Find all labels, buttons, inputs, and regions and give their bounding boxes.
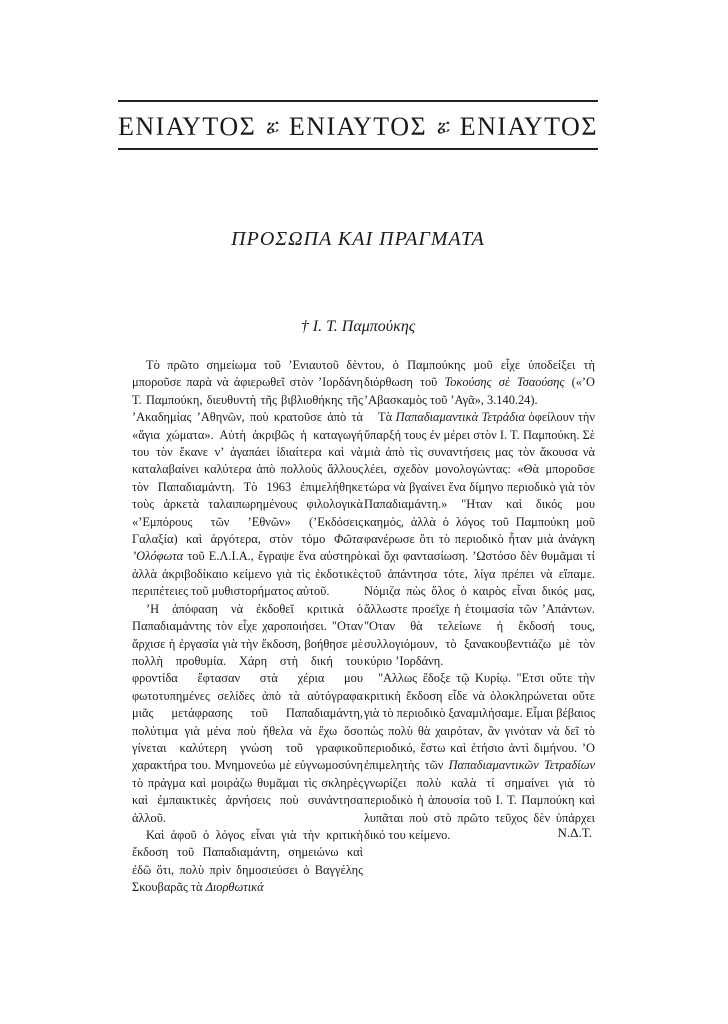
paragraph (364, 357, 595, 409)
text-column-left (132, 357, 363, 897)
paragraph (364, 409, 595, 670)
running-head-word: ΕΝΙΑΥΤΟΣ (118, 112, 257, 141)
text-column-right (364, 357, 595, 844)
ornament-icon: ፚ (266, 116, 280, 137)
text-run: Τὰ (378, 410, 396, 425)
text-run: ὀφείλουν τὴν ὕπαρξή τους ἐν μέρει στὸν Ι. Τ. Παμπούκη. Σὲ μιὰ ἀπὸ τὶς συναντήσεις μας τὸν ἄκουσα νὰ λέει, σχεδὸν μονολογώντας: «Θὰ μποροῦσε τώρα νὰ βγαίνει ἕνα δίμηνο περιοδικὸ γιὰ τὸν Παπαδιαμάντη.» "Ηταν καὶ δικός μου καημός, ἀλλὰ ὁ λόγος τοῦ Παμπούκη μοῦ φανέρωσε ὅτι τὸ περιοδικὸ ἦταν μιὰ ἀνάγκη καὶ ὄχι φαντασίωση. ’Ωστόσο δὲν θυμᾶμαι τί τοῦ ἀπάντησα τότε, λίγα πρέπει νὰ εἴπαμε. Νόμιζα πὼς ὅλος ὁ καιρὸς εἶναι δικός μας, ἄλλωστε προεῖχε ἡ ἑτοιμασία τῶν ’Απάντων. "Οταν θὰ τελείωνε ἡ ἔκδοσή τους, συλλογιόμουν, τὸ ξανακουβεντιάζω μὲ τὸν κύριο ’Ιορδάνη. (364, 410, 595, 668)
book-title: Φῶτα ’Ολόφωτα (132, 532, 363, 564)
text-run: («’Ο ’Αβασκαμὸς τοῦ ’Αγᾶ», 3.140.24). (364, 375, 596, 407)
book-title: Διορθωτικά (205, 880, 264, 895)
text-run: του, ὁ Παμπούκης μοῦ εἶχε ὑποδείξει τὴ διόρθωση τοῦ (364, 358, 595, 390)
text-run: Τὸ πρῶτο σημείωμα τοῦ ’Ενιαυτοῦ δὲν μποροῦσε παρὰ νὰ ἀφιερωθεῖ στὸν ’Ιορδάνη Τ. Παμπούκη, διευθυντὴ τῆς βιβλιοθήκης τῆς ’Ακαδημίας ’Αθηνῶν, ποὺ κρατοῦσε ἀπὸ τὰ «ἅγια χώματα». Αὐτὴ ἀκριβῶς ἡ καταγωγή του τὸν ἔκανε ν’ ἀγαπάει ἰδιαίτερα καὶ νὰ καταλαβαίνει καλύτερα ἀπὸ πολλοὺς ἄλλους τὸν Παπαδιαμάντη. Τὸ 1963 ἐπιμελήθηκε τοὺς ἀρκετὰ ταλαιπωρημένους φιλολογικὰ «’Εμπόρους τῶν ’Εθνῶν» (’Εκδόσεις Γαλαξία) καὶ ἀργότερα, στὸν τόμο (132, 358, 363, 547)
text-run: "Αλλως ἔδοξε τῷ Κυρίῳ. "Ετσι οὔτε τὴν κριτικὴ ἔκδοση εἶδε νὰ ὁλοκληρώνεται οὔτε γιὰ τὸ περιοδικὸ ξαναμιλήσαμε. Εἶμαι βέβαιος πὼς πολὺ θὰ χαιρόταν, ἂν γινόταν νὰ δεῖ τὸ περιοδικό, ἔστω καὶ ἐτήσιο ἀντὶ διμήνου. ’Ο ἐπιμελητὴς τῶν (364, 671, 595, 773)
ornament-icon: ፚ (436, 116, 450, 137)
section-title: ΠΡΟΣΩΠΑ ΚΑΙ ΠΡΑΓΜΑΤΑ (231, 228, 485, 250)
header-rule-bottom (118, 148, 598, 150)
header-rule-top (118, 100, 598, 102)
text-run: γνωρίζει πολὺ καλὰ τί σημαίνει γιὰ τὸ περιοδικὸ ἡ ἀπουσία τοῦ Ι. Τ. Παμπούκη καὶ λυπᾶται ποὺ στὸ πρῶτο τεῦχος δὲν ὑπάρχει δικό του κείμενο. (364, 775, 595, 842)
journal-title: Παπαδιαμαντικῶν Τετραδίων (448, 758, 595, 773)
text-run: Καὶ ἀφοῦ ὁ λόγος εἶναι γιὰ τὴν κριτικὴ ἔκδοση τοῦ Παπαδιαμάντη, σημειώνω καὶ ἐδῶ ὅτι, πολὺ πρὶν δημοσιεύσει ὁ Βαγγέλης Σκουβαρᾶς τὰ (132, 827, 363, 895)
paragraph (364, 670, 595, 844)
story-title: Τοκούσης σὲ Τσαούσης (444, 375, 565, 390)
running-head (118, 110, 598, 144)
paragraph (132, 357, 363, 601)
byline: † Ι. Τ. Παμπούκης (300, 318, 416, 335)
running-head-word: ΕΝΙΑΥΤΟΣ (288, 112, 428, 141)
text-run: τοῦ Ε.Λ.Ι.Α., ἔγραψε ἕνα αὐστηρὸ ἀλλὰ ἀκριβοδίκαιο κείμενο γιὰ τὶς ἐκδοτικὲς περιπέτειες τοῦ μυθιστορήματος αὐτοῦ. (132, 549, 363, 599)
paragraph: ’Η ἀπόφαση νὰ ἐκδοθεῖ κριτικὰ ὁ Παπαδιαμάντης τὸν εἶχε χαροποιήσει. "Οταν ἄρχισε ἡ ἐργασία γιὰ τὴν ἔκδοση, βοήθησε μὲ πολλὴ προθυμία. Χάρη στὴ δική του φροντίδα ἔφτασαν στὰ χέρια μου φωτοτυπημένες σελίδες ἀπὸ τὰ αὐτόγραφα μιᾶς μετάφρασης τοῦ Παπαδιαμάντη, πολύτιμα γιὰ μένα ποὺ ἤθελα νὰ ἔχω ὅσο γίνεται καλύτερη γνώση τοῦ γραφικοῦ χαρακτήρα του. Μνημονεύω μὲ εὐγνωμοσύνη τὸ πράγμα καὶ μοιράζω θυμᾶμαι τὶς σκληρὲς καὶ ἐμπαικτικὲς ἀρνήσεις ποὺ συνάντησα ἀλλοῦ. (132, 601, 363, 825)
journal-title: Παπαδιαμαντικὰ Τετράδια (395, 410, 525, 425)
running-head-word: ΕΝΙΑΥΤΟΣ (459, 112, 598, 141)
paragraph (132, 827, 363, 897)
author-signature: Ν.Δ.Τ. (557, 825, 592, 840)
